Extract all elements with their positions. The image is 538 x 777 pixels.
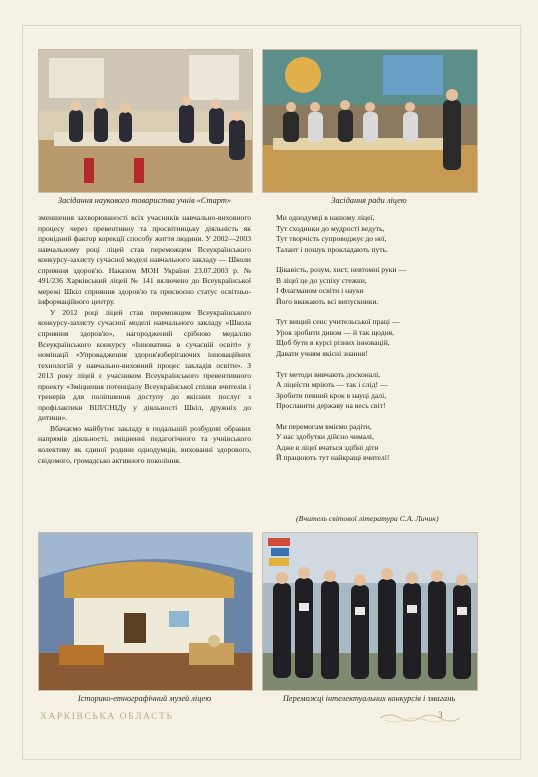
poem-line: Давати учням якісні знання! <box>276 349 368 359</box>
caption-student-society: Засідання наукового товариства учнів «Старт» <box>58 196 231 205</box>
article-paragraph: Вбачаємо майбутнє закладу в подальшій розбудові обраних напрямів діяльності, зміцненні педагогічного та учнівського колективу як єдиної родини однодумців, вихованні здорового, свідомого, громадсько активного покоління. <box>38 423 251 465</box>
poem-line: Талант і пошук прокладають путь. <box>276 244 388 254</box>
poem-stanza <box>276 422 476 464</box>
poem-line: Щоб бути в курсі різних інновацій, <box>276 338 390 348</box>
photo-lyceum-council <box>262 49 478 193</box>
article-paragraph: У 2012 році ліцей став переможцем Всеукраїнського конкурсу-захисту сучасної моделі навчального закладу «Школа сприяння здоров'ю», нагороджений срібною медаллю Всеукраїнського конкурсу «Інноватика в сучасній освіті» у номінації «Упровадження здоров'язберігаючих інноваційних технологій у навчально-виховний процес закладів освіти». З 2013 року ліцей є учасником Всеукраїнського превентивного проекту «Зміцнення потенціалу Всеукраїнської спілки вчителів і тренерів для поліпшення доступу до якісних послуг з профілактики ВІЛ/СНІДу у діяльності Шкіл, дружніх до дитини». <box>38 307 251 423</box>
page-number: 3 <box>438 710 443 720</box>
poem-stanza <box>276 265 476 307</box>
poem-line: Зробити певний крок в науці далі, <box>276 390 387 400</box>
poem-line: Його вважають всі випускники. <box>276 296 379 306</box>
poem-line: Цікавість, розум, хист, невтомні руки — <box>276 265 407 275</box>
poem-line: Тут сходинки до мудрості ведуть, <box>276 223 385 233</box>
poem-stanza <box>276 213 476 255</box>
caption-competition-winners: Переможці інтелектуальних конкурсів і змагань <box>282 694 456 703</box>
poem-line: А ліцеїсти мріють — так і слід! — <box>276 380 388 390</box>
poem-line: Тут творчість супроводжує до неї, <box>276 234 387 244</box>
poem-line: Урок зробити дивом — й так щодня, <box>276 327 395 337</box>
poem-line: Тут вищий сенс учительської праці — <box>276 317 400 327</box>
article-paragraph: зменшення захворюваності всіх учасників навчально-виховного процесу через превентивну та просвітницьку діяльність як провідний фактор корекції способу життя людини. У 2002—2003 навчальному році ліцей став переможцем Всеукраїнського конкурсу-захисту сучасної моделі навчального закладу — Школи сприяння здоров'ю. Наказом МОН України 23.07.2003 р. № 491/236 Харківський ліцей № 141 включено до Всеукраїнської мережі Шкіл сприяння здоров'ю та присвоєно статус освітньо-інформаційного центру. <box>38 213 251 307</box>
poem-line: Ми перемогам вміємо радіти, <box>276 421 372 431</box>
footer-region-title: ХАРКІВСЬКА ОБЛАСТЬ <box>40 712 174 722</box>
ornament-icon <box>380 712 460 724</box>
caption-lyceum-council: Засідання ради ліцею <box>331 196 407 205</box>
photo-competition-winners <box>262 532 478 691</box>
article-text-column <box>38 213 251 466</box>
caption-ethnographic-museum: Історико-етнографічний музей ліцею <box>77 694 212 703</box>
poem-stanza <box>276 317 476 359</box>
photo-ethnographic-museum <box>38 532 253 691</box>
poem-line: Адже в ліцеї вчаться здібні діти <box>276 442 379 452</box>
poem-line: Й працюють тут найкращі вчителі! <box>276 453 390 463</box>
poem-column <box>276 213 476 464</box>
poem-line: Прославити державу на весь світ! <box>276 401 386 411</box>
photo-student-society <box>38 49 253 193</box>
poem-stanza <box>276 370 476 412</box>
poem-line: У нас здобутки дійсно чималі, <box>276 432 374 442</box>
poem-line: І Флагманом освіти і науки <box>276 286 364 296</box>
poem-line: Тут методи вивчають досконалі, <box>276 369 381 379</box>
poem-line: В ліцеї це до успіху стежки, <box>276 275 367 285</box>
poem-line: Ми однодумці в нашому ліцеї, <box>276 213 375 222</box>
poem-signature: (Вчитель світової літератури С.А. Личик) <box>296 514 439 523</box>
